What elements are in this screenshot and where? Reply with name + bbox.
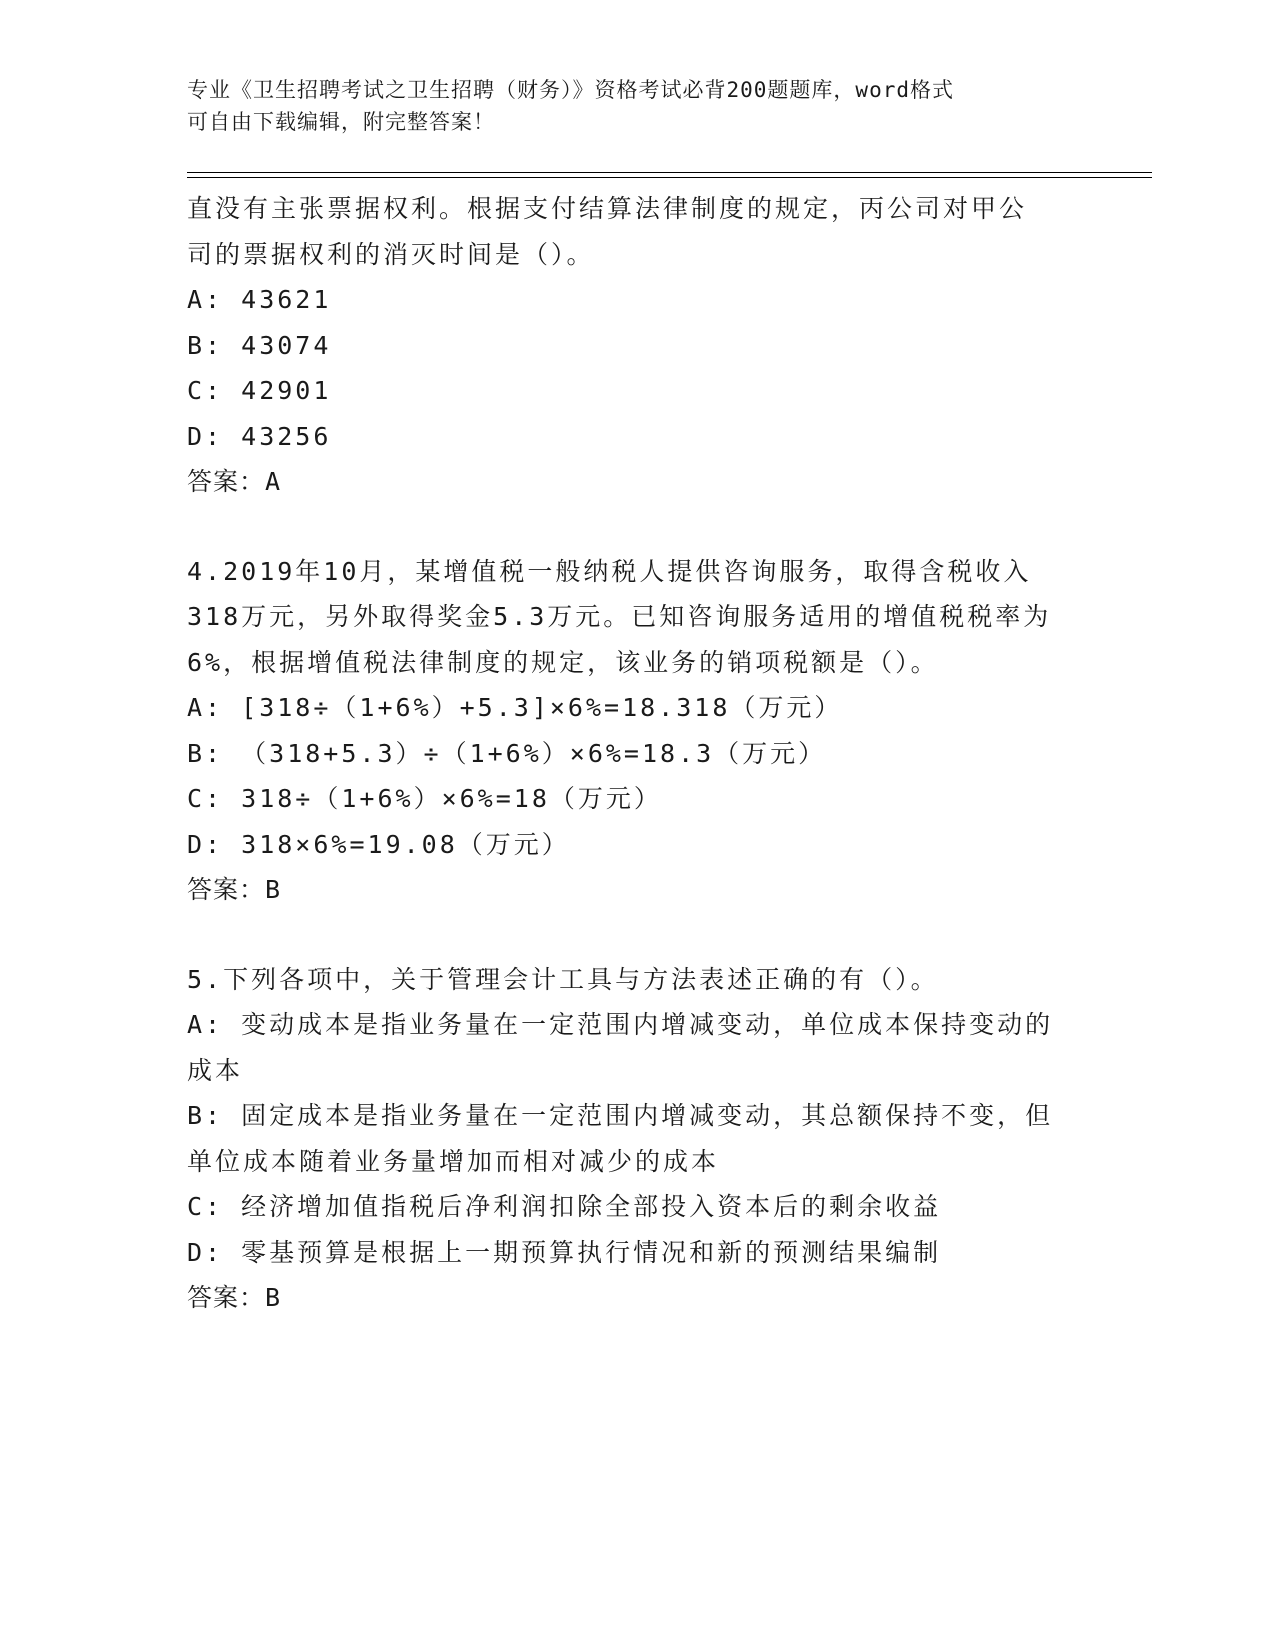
document-body xyxy=(187,186,1087,1321)
question-4-stem-line-2: 318万元，另外取得奖金5.3万元。已知咨询服务适用的增值税税率为 xyxy=(187,602,1052,631)
question-5-option-a-line-2: 成本 xyxy=(187,1055,244,1085)
question-5-option-b-line-1: B: 固定成本是指业务量在一定范围内增减变动，其总额保持不变，但 xyxy=(187,1101,1054,1130)
question-4-option-c: C: 318÷（1+6%）×6%=18（万元） xyxy=(187,784,662,813)
question-spacer xyxy=(187,505,1087,549)
question-5-stem-line-1: 5.下列各项中，关于管理会计工具与方法表述正确的有（）。 xyxy=(187,964,939,994)
question-3-answer: 答案：A xyxy=(187,467,282,496)
question-3-option-b: B: 43074 xyxy=(187,330,332,360)
question-3-option-a: A: 43621 xyxy=(187,285,332,314)
question-5-option-a-line-1: A: 变动成本是指业务量在一定范围内增减变动，单位成本保持变动的 xyxy=(187,1010,1054,1039)
question-5 xyxy=(187,957,1087,1321)
question-spacer xyxy=(187,913,1087,957)
question-3-stem-line-2: 司的票据权利的消灭时间是（）。 xyxy=(187,239,595,269)
question-5-answer: 答案：B xyxy=(187,1283,282,1312)
question-4-option-b: B: （318+5.3）÷（1+6%）×6%=18.3（万元） xyxy=(187,738,827,768)
question-3 xyxy=(187,186,1087,505)
question-4-answer: 答案：B xyxy=(187,875,282,904)
document-header xyxy=(187,74,1067,138)
header-line-2: 可自由下载编辑，附完整答案！ xyxy=(187,110,495,134)
header-rule-bottom xyxy=(187,177,1152,178)
question-4 xyxy=(187,549,1087,913)
question-3-option-d: D: 43256 xyxy=(187,421,332,451)
question-4-option-a: A: [318÷（1+6%）+5.3]×6%=18.318（万元） xyxy=(187,693,843,722)
question-4-stem-line-1: 4.2019年10月，某增值税一般纳税人提供咨询服务，取得含税收入 xyxy=(187,556,1032,586)
question-5-option-d: D: 零基预算是根据上一期预算执行情况和新的预测结果编制 xyxy=(187,1237,942,1267)
question-4-stem-line-3: 6%，根据增值税法律制度的规定，该业务的销项税额是（）。 xyxy=(187,647,939,677)
question-5-option-c: C: 经济增加值指税后净利润扣除全部投入资本后的剩余收益 xyxy=(187,1192,942,1221)
header-line-1: 专业《卫生招聘考试之卫生招聘（财务）》资格考试必背200题题库，word格式 xyxy=(187,78,954,102)
header-rule-top xyxy=(187,172,1152,173)
question-3-stem-line-1: 直没有主张票据权利。根据支付结算法律制度的规定，丙公司对甲公 xyxy=(187,194,1028,223)
question-5-option-b-line-2: 单位成本随着业务量增加而相对减少的成本 xyxy=(187,1146,720,1176)
question-4-option-d: D: 318×6%=19.08（万元） xyxy=(187,829,570,859)
question-3-option-c: C: 42901 xyxy=(187,376,332,405)
